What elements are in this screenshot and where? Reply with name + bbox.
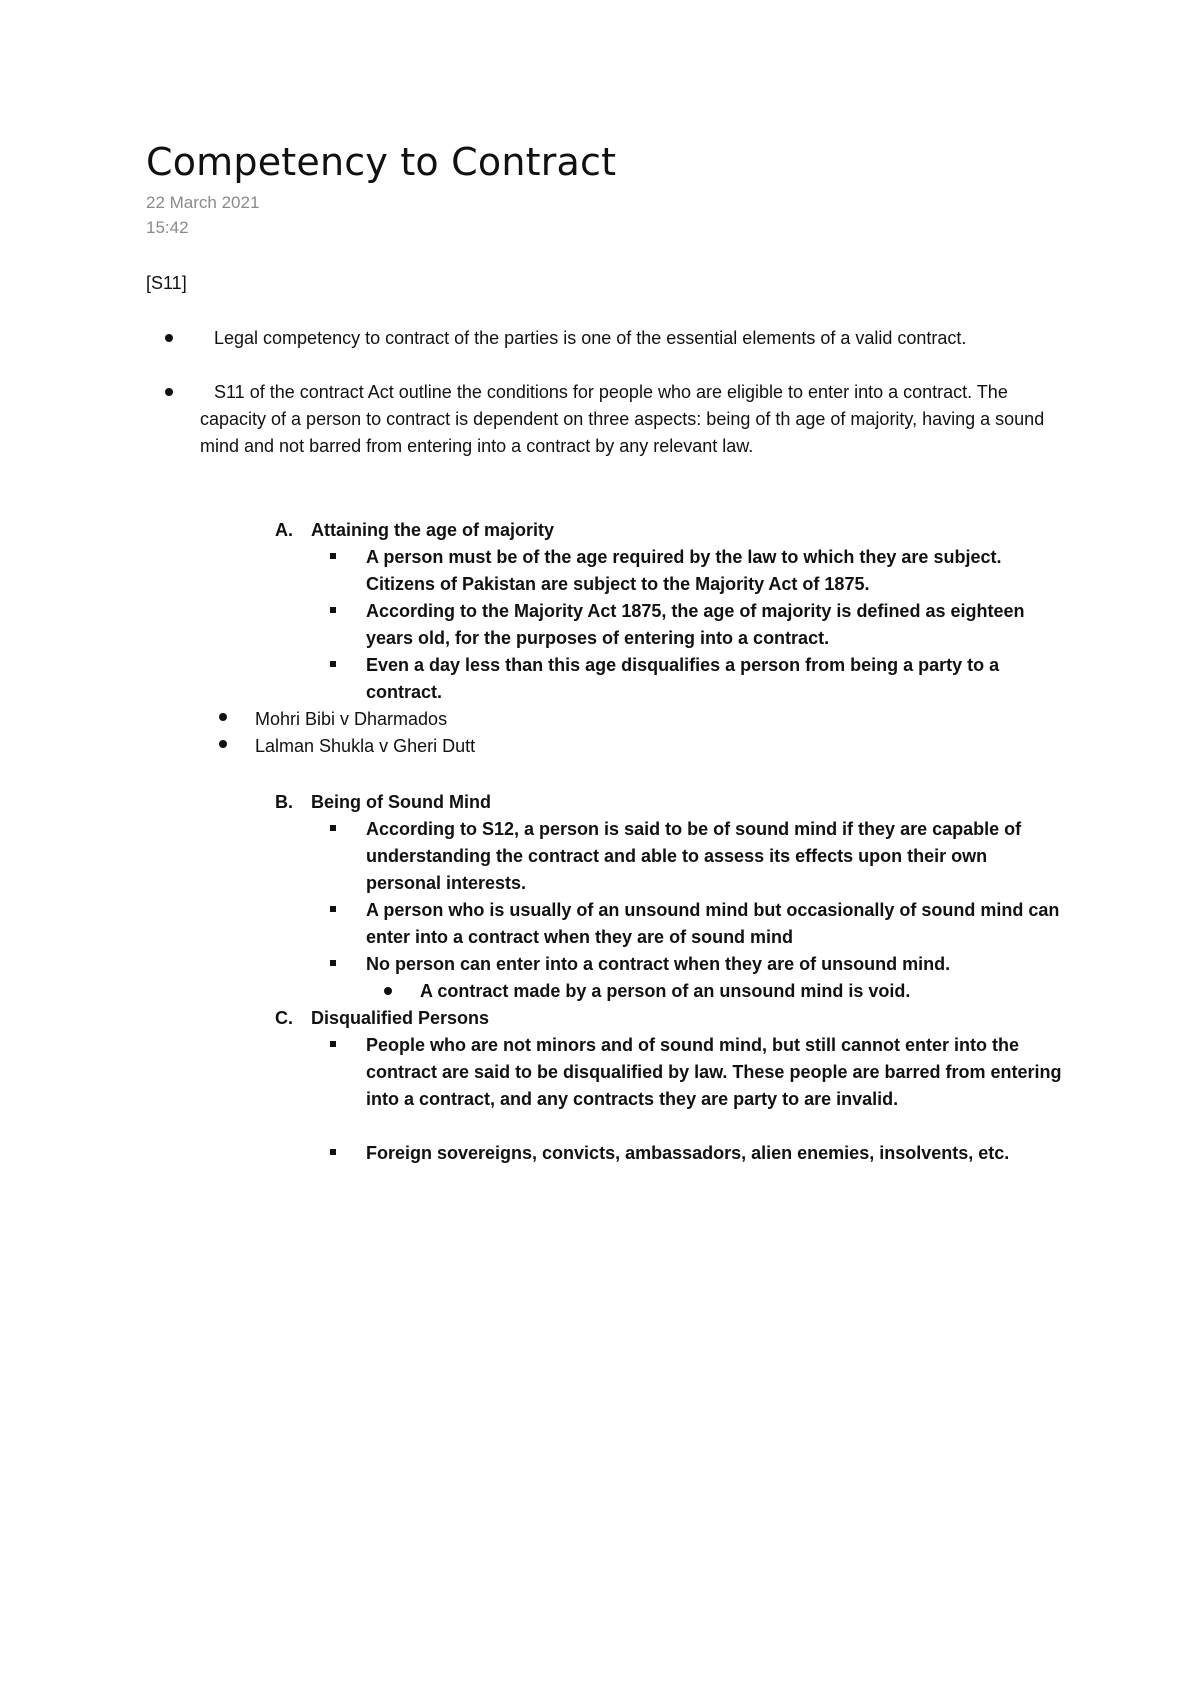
bullet-icon	[384, 987, 392, 995]
section-a-point-2: According to the Majority Act 1875, the age of majority is defined as eighteen years old, for the purposes of entering into a contract.	[366, 601, 1025, 648]
bullet-icon	[165, 334, 173, 342]
note-time: 15:42	[146, 218, 189, 237]
intro-bullet-1: Legal competency to contract of the parties is one of the essential elements of a valid contract.	[214, 328, 967, 348]
intro-bullet-2: S11 of the contract Act outline the conditions for people who are eligible to enter into a contract. The capacity of a person to contract is dependent on three aspects: being of th age of majority, having a sound mind and not barred from entering into a contract by any relevant law.	[200, 382, 1045, 456]
section-c-letter: C.	[275, 1008, 293, 1028]
square-bullet-icon	[330, 1149, 336, 1155]
square-bullet-icon	[330, 906, 336, 912]
case-2: Lalman Shukla v Gheri Dutt	[255, 736, 476, 756]
section-reference: [S11]	[146, 273, 187, 293]
bullet-icon	[219, 740, 227, 748]
section-b-letter: B.	[275, 792, 293, 812]
case-1: Mohri Bibi v Dharmados	[255, 709, 448, 729]
square-bullet-icon	[330, 607, 336, 613]
square-bullet-icon	[330, 553, 336, 559]
section-a-point-3: Even a day less than this age disqualifies a person from being a party to a contract.	[366, 655, 1000, 702]
section-c-point-2: Foreign sovereigns, convicts, ambassadors, alien enemies, insolvents, etc.	[366, 1143, 1010, 1163]
bullet-icon	[165, 388, 173, 396]
section-b-point-1: According to S12, a person is said to be of sound mind if they are capable of understanding the contract and able to assess its effects upon their own personal interests.	[366, 819, 1022, 893]
square-bullet-icon	[330, 1041, 336, 1047]
section-c-point-1: People who are not minors and of sound mind, but still cannot enter into the contract are said to be disqualified by law. These people are barred from entering into a contract, and any contracts they are party to are invalid.	[366, 1035, 1062, 1109]
page-title: Competency to Contract	[146, 140, 617, 184]
section-a-letter: A.	[275, 520, 293, 540]
section-a-point-1: A person must be of the age required by the law to which they are subject. Citizens of Pakistan are subject to the Majority Act of 1875.	[366, 547, 1002, 594]
bullet-icon	[219, 713, 227, 721]
square-bullet-icon	[330, 661, 336, 667]
section-a-heading: Attaining the age of majority	[311, 520, 555, 540]
section-b-subpoint: A contract made by a person of an unsound mind is void.	[420, 981, 911, 1001]
section-b-point-2: A person who is usually of an unsound mind but occasionally of sound mind can enter into a contract when they are of sound mind	[366, 900, 1060, 947]
note-date: 22 March 2021	[146, 193, 260, 212]
square-bullet-icon	[330, 825, 336, 831]
section-b-heading: Being of Sound Mind	[311, 792, 491, 812]
section-c-heading: Disqualified Persons	[311, 1008, 490, 1028]
section-b-point-3: No person can enter into a contract when they are of unsound mind.	[366, 954, 951, 974]
square-bullet-icon	[330, 960, 336, 966]
